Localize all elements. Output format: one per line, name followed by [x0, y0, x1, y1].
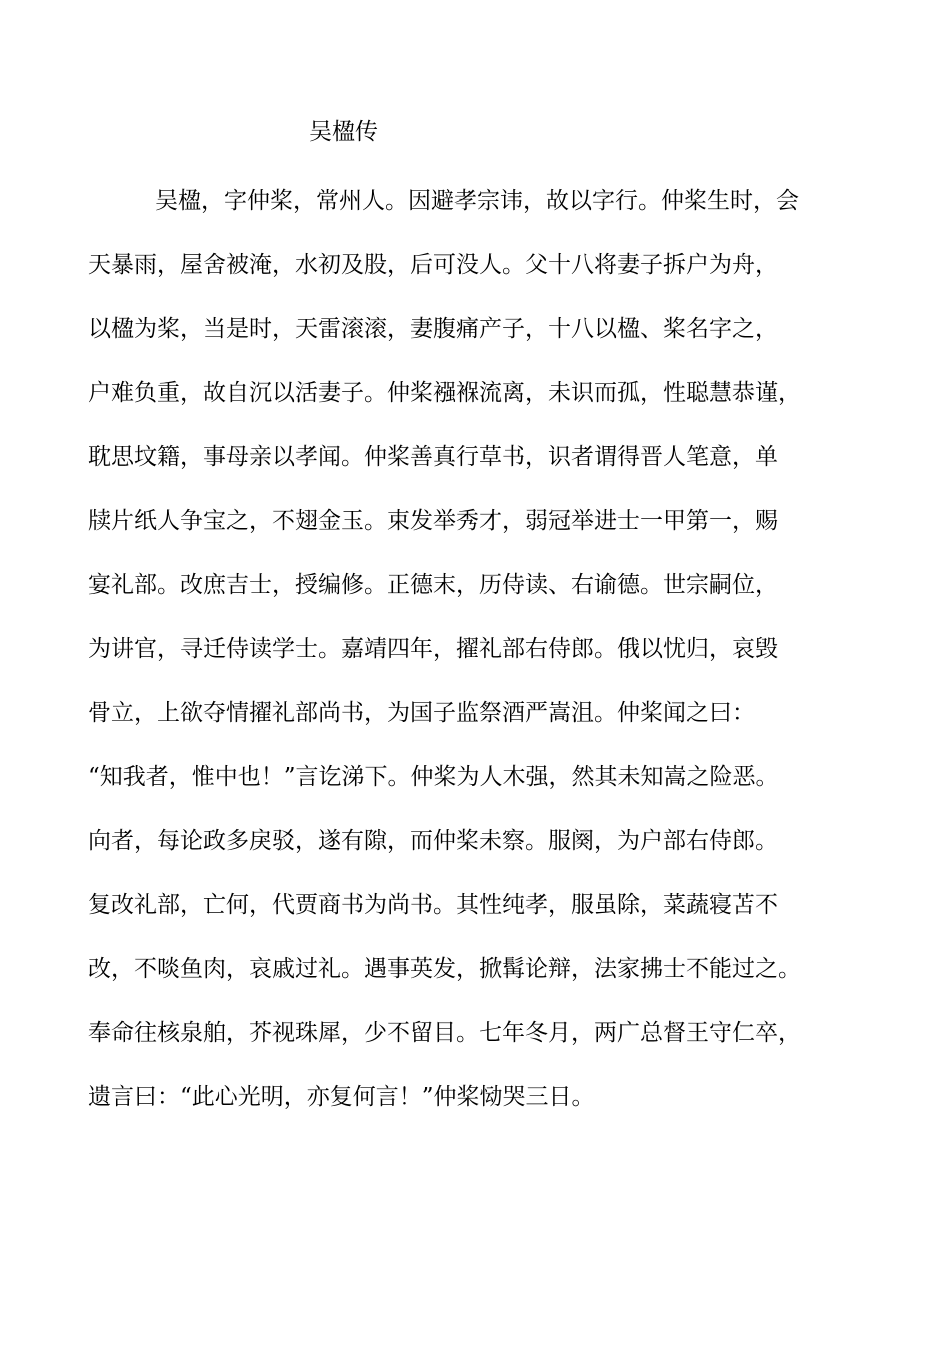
- body-line-14: 奉命往核泉舶，芥视珠犀，少不留目。七年冬月，两广总督王守仁卒，: [88, 1020, 801, 1046]
- body-line-6: 牍片纸人争宝之，不翅金玉。束发举秀才，弱冠举进士一甲第一，赐: [88, 508, 778, 534]
- body-line-12: 复改礼部，亡何，代贾商书为尚书。其性纯孝，服虽除，菜蔬寝苫不: [88, 892, 778, 918]
- body-line-9: 骨立，上欲夺情擢礼部尚书，为国子监祭酒严嵩沮。仲桨闻之曰：: [88, 700, 755, 726]
- body-line-8: 为讲官，寻迁侍读学士。嘉靖四年，擢礼部右侍郎。俄以忧归，哀毁: [88, 636, 778, 662]
- body-line-3: 以楹为桨，当是时，天雷滚滚，妻腹痛产子，十八以楹、桨名字之，: [88, 316, 778, 342]
- body-line-13: 改，不啖鱼肉，哀戚过礼。遇事英发，掀髯论辩，法家拂士不能过之。: [88, 956, 801, 982]
- body-line-5: 耽思坟籍，事母亲以孝闻。仲桨善真行草书，识者谓得晋人笔意，单: [88, 444, 778, 470]
- body-line-15: 遗言曰：“此心光明，亦复何言！”仲桨恸哭三日。: [88, 1084, 595, 1110]
- body-line-7: 宴礼部。改庶吉士，授编修。正德末，历侍读、右谕德。世宗嗣位，: [88, 572, 778, 598]
- body-line-10: “知我者，惟中也！”言讫涕下。仲桨为人木强，然其未知嵩之险恶。: [88, 764, 779, 790]
- body-line-1: 吴楹，字仲桨，常州人。因避孝宗讳，故以字行。仲桨生时，会: [155, 188, 799, 214]
- body-line-2: 天暴雨，屋舍被淹，水初及股，后可没人。父十八将妻子拆户为舟，: [88, 252, 778, 278]
- body-line-11: 向者，每论政多戾驳，遂有隙，而仲桨未察。服阕，为户部右侍郎。: [88, 828, 778, 854]
- document-title: 吴楹传: [309, 119, 378, 145]
- body-line-4: 户难负重，故自沉以活妻子。仲桨襁褓流离，未识而孤，性聪慧恭谨，: [88, 380, 801, 406]
